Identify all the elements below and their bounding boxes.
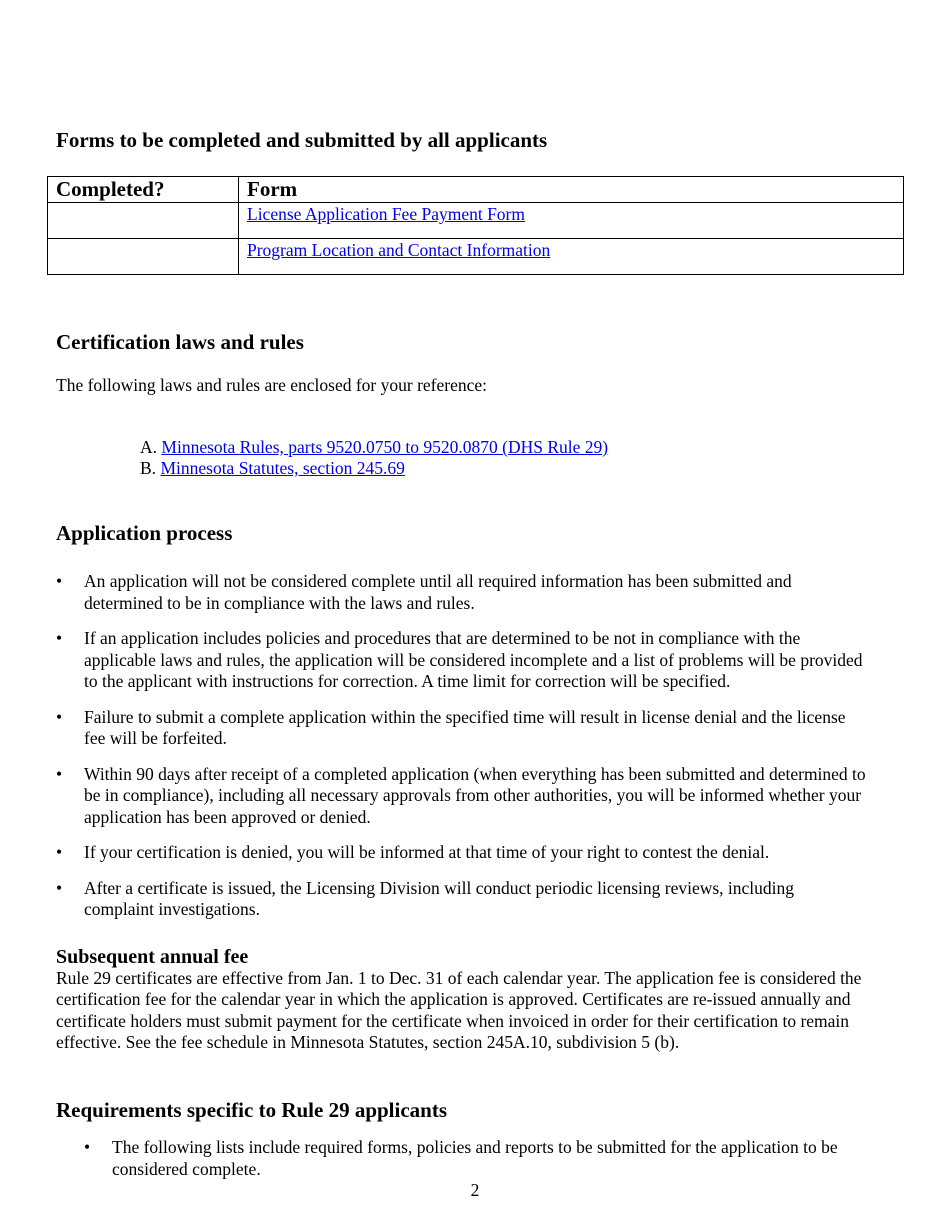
laws-heading: Certification laws and rules xyxy=(56,330,304,354)
process-list xyxy=(56,571,866,935)
fee-payment-form-link[interactable]: License Application Fee Payment Form xyxy=(247,204,526,224)
list-item: • Within 90 days after receipt of a completed application (when everything has been submitted and determined to be in compliance), including all necessary approvals from other authorities, you will be informed whether your application has been approved or denied. xyxy=(56,763,866,827)
laws-intro: The following laws and rules are enclosed for your reference: xyxy=(56,375,487,395)
process-heading: Application process xyxy=(56,521,233,545)
list-item xyxy=(140,458,608,479)
program-location-form-link[interactable]: Program Location and Contact Information xyxy=(247,240,551,260)
laws-list xyxy=(140,437,608,479)
form-cell xyxy=(239,203,904,239)
bullet-icon: • xyxy=(56,763,63,784)
requirements-heading: Requirements specific to Rule 29 applicants xyxy=(56,1098,448,1122)
bullet-icon: • xyxy=(56,877,63,898)
list-item: • If your certification is denied, you will be informed at that time of your right to contest the denial. xyxy=(56,842,770,862)
list-marker: B. xyxy=(140,458,157,478)
list-item: • An application will not be considered complete until all required information has been submitted and determined to be in compliance with the laws and rules. xyxy=(56,571,792,613)
minnesota-rules-link[interactable]: Minnesota Rules, parts 9520.0750 to 9520.0870 (DHS Rule 29) xyxy=(161,437,609,457)
minnesota-statutes-link[interactable]: Minnesota Statutes, section 245.69 xyxy=(160,458,405,478)
list-item: • The following lists include required forms, policies and reports to be submitted for the application to be considered complete. xyxy=(84,1137,838,1179)
bullet-icon: • xyxy=(56,571,63,591)
table-row xyxy=(48,239,904,275)
bullet-icon: • xyxy=(56,628,63,648)
list-item: • After a certificate is issued, the Licensing Division will conduct periodic licensing reviews, including complaint investigations. xyxy=(56,877,795,919)
bullet-icon: • xyxy=(84,1137,91,1157)
table-row xyxy=(48,203,904,239)
requirements-list xyxy=(84,1137,904,1180)
completed-cell[interactable] xyxy=(48,203,239,239)
list-marker: A. xyxy=(140,437,158,457)
forms-heading: Forms to be completed and submitted by all applicants xyxy=(56,128,548,152)
column-header-completed: Completed? xyxy=(48,177,239,203)
form-cell xyxy=(239,239,904,275)
fee-section xyxy=(56,946,906,1053)
page-number: 2 xyxy=(470,1180,480,1200)
column-header-form: Form xyxy=(239,177,904,203)
list-item: • If an application includes policies and procedures that are determined to be not in compliance with the applicable laws and rules, the application will be considered incomplete and a list of problems will be provided to the applicant with instructions for correction. A time limit for correction will be specified. xyxy=(56,628,863,691)
bullet-icon: • xyxy=(56,706,63,727)
list-item: • Failure to submit a complete application within the specified time will result in license denial and the license fee will be forfeited. xyxy=(56,706,846,748)
table-header-row xyxy=(48,177,904,203)
fee-text: Rule 29 certificates are effective from Jan. 1 to Dec. 31 of each calendar year. The application fee is considered the certification fee for the calendar year in which the application is approved. Certificates are re-issued annually and certificate holders must submit payment for the certificate when invoiced in order for their certification to remain effective. See the fee schedule in Minnesota Statutes, section 245A.10, subdivision 5 (b). xyxy=(56,968,862,1052)
completed-cell[interactable] xyxy=(48,239,239,275)
forms-table xyxy=(47,176,904,275)
fee-heading: Subsequent annual fee xyxy=(56,946,249,968)
list-item xyxy=(140,437,608,458)
bullet-icon: • xyxy=(56,842,63,862)
